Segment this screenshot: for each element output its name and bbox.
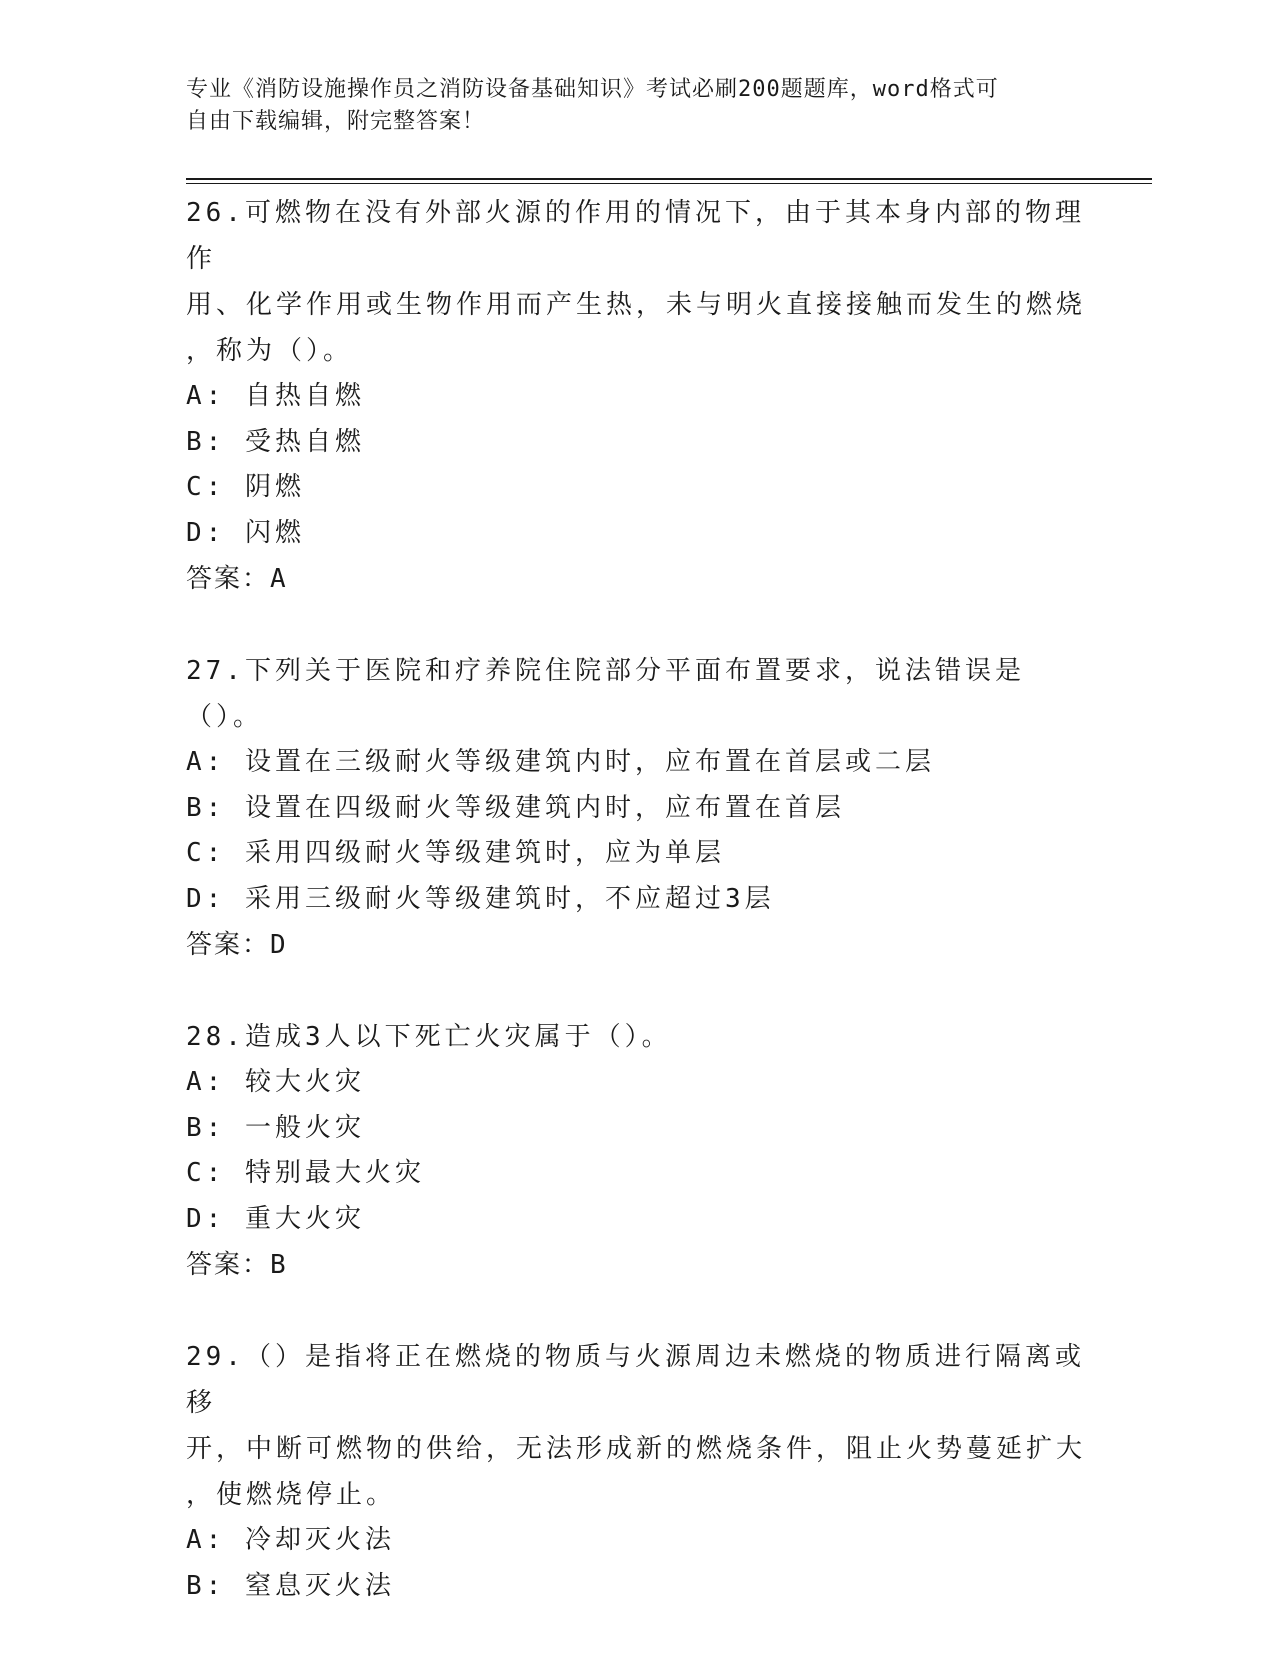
- option-d: D: 闪燃: [186, 517, 305, 548]
- header-divider-thin: [186, 183, 1152, 184]
- option-c: C: 特别最大火灾: [186, 1158, 425, 1188]
- questions-list: [186, 190, 1086, 1655]
- option-b: B: 受热自燃: [186, 426, 365, 457]
- header-line-2: 自由下载编辑，附完整答案！: [186, 109, 486, 134]
- option-a: A: 设置在三级耐火等级建筑内时，应布置在首层或二层: [186, 747, 935, 777]
- option-a: A: 较大火灾: [186, 1067, 365, 1097]
- option-a: A: 自热自燃: [186, 381, 365, 411]
- answer-label: 答案：A: [186, 564, 288, 594]
- option-b: B: 一般火灾: [186, 1112, 365, 1143]
- option-a: A: 冷却灭火法: [186, 1525, 395, 1555]
- question-26: [186, 190, 1086, 602]
- option-c: C: 采用四级耐火等级建筑时，应为单层: [186, 838, 725, 868]
- question-stem-line: 开，中断可燃物的供给，无法形成新的燃烧条件，阻止火势蔓延扩大: [186, 1434, 1087, 1464]
- option-c: C: 阴燃: [186, 472, 305, 502]
- header-divider-thick: [186, 178, 1152, 180]
- option-b: B: 设置在四级耐火等级建筑内时，应布置在首层: [186, 792, 845, 823]
- header-line-1: 专业《消防设施操作员之消防设备基础知识》考试必刷200题题库，word格式可: [186, 77, 999, 102]
- option-d: D: 采用三级耐火等级建筑时，不应超过3层: [186, 883, 775, 914]
- question-28: [186, 1014, 1086, 1288]
- question-stem-line: 29.（）是指将正在燃烧的物质与火源周边未燃烧的物质进行隔离或移: [186, 1342, 1085, 1418]
- answer-label: 答案：D: [186, 930, 288, 960]
- question-stem-line: ，称为（）。: [186, 336, 354, 366]
- question-stem-line: 用、化学作用或生物作用而产生热，未与明火直接接触而发生的燃烧: [186, 290, 1087, 320]
- document-header: [186, 74, 1066, 138]
- question-stem-line: 26.可燃物在没有外部火源的作用的情况下，由于其本身内部的物理作: [186, 198, 1085, 274]
- question-stem-line: 28.造成3人以下死亡火灾属于（）。: [186, 1022, 672, 1052]
- question-stem-line: ，使燃烧停止。: [186, 1480, 397, 1510]
- question-27: [186, 648, 1086, 968]
- question-29: [186, 1334, 1086, 1609]
- question-stem-line: 27.下列关于医院和疗养院住院部分平面布置要求，说法错误是（）。: [186, 656, 1025, 732]
- answer-label: 答案：B: [186, 1250, 288, 1280]
- option-d: D: 重大火灾: [186, 1203, 365, 1234]
- option-b: B: 窒息灭火法: [186, 1570, 395, 1601]
